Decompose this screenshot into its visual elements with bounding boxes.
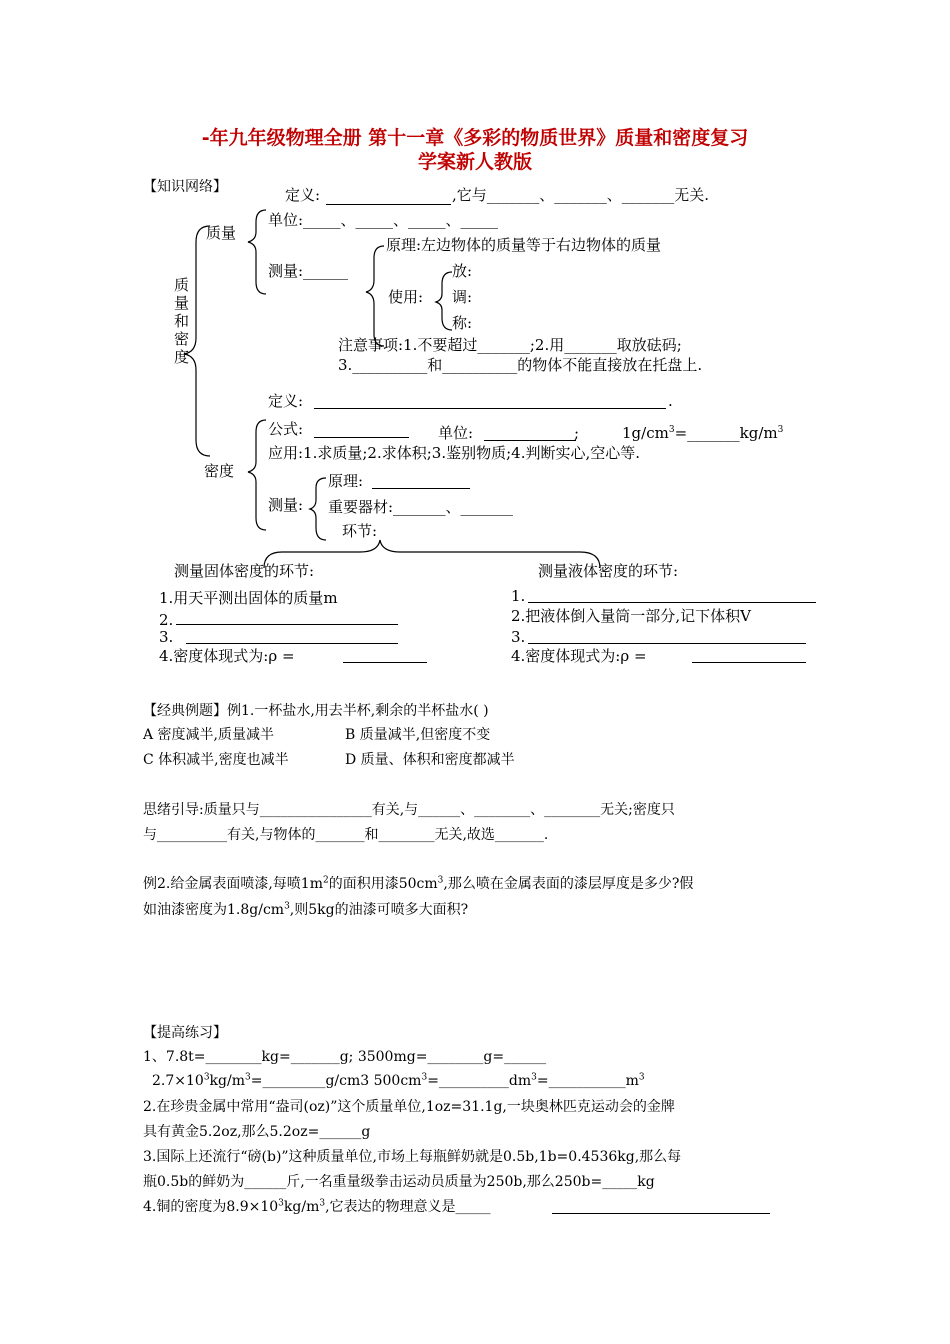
example-1-option-b: B 质量减半,但密度不变 (345, 727, 491, 743)
q4-c: ,它表达的物理意义是_____ (325, 1199, 491, 1215)
solid-density-blank (343, 662, 427, 663)
practice-q1-line1: 1、7.8t=________kg=_______g; 3500mg=________g=______ (143, 1049, 547, 1065)
density-equipment: 重要器材:_______、_______ (328, 498, 514, 516)
root-char: 量 (174, 294, 190, 312)
thinking-guide-line2: 与__________有关,与物体的_______和________无关,故选_______. (143, 827, 549, 843)
example-1-option-c: C 体积减半,密度也减半 (143, 752, 289, 768)
density-label: 密度 (204, 462, 235, 480)
root-char: 和 (174, 312, 190, 330)
ex2-b: 的面积用漆50cm (328, 876, 438, 892)
balance-step-adjust: 调: (452, 288, 473, 306)
ex2-a: 例2.给金属表面喷漆,每喷1m (143, 876, 323, 892)
q1-sup5: 3 (638, 1072, 645, 1083)
balance-step-place: 放: (452, 262, 473, 280)
conv-a: 1g/cm (622, 424, 669, 442)
q1-e: =___________m (536, 1073, 639, 1089)
density-unit-blank (484, 440, 576, 441)
ex2-sup2: 3 (437, 875, 444, 886)
liquid-step-4: 4.密度体现式为:ρ = (511, 647, 647, 665)
practice-q3-line1: 3.国际上还流行“磅(b)”这种质量单位,市场上每瓶鲜奶就是0.5b,1b=0.4536kg,那么每 (143, 1149, 682, 1165)
density-unit-sep: ; (574, 424, 580, 442)
example-1-option-a: A 密度减半,质量减半 (143, 727, 275, 743)
conv-c: 3 (777, 425, 784, 435)
document-title-line1: -年九年级物理全册 第十一章《多彩的物质世界》质量和密度复习 (201, 127, 749, 149)
document-title-line2: 学案新人教版 (417, 151, 532, 173)
q1-sup2: 3 (244, 1072, 251, 1083)
mass-definition-prefix: 定义: (285, 186, 321, 204)
thinking-guide-line1: 思绪引导:质量只与________________有关,与______、________、________无关;密度只 (143, 802, 675, 818)
liquid-step-3: 3. (511, 628, 526, 646)
density-unit-prefix: 单位: (438, 424, 474, 442)
liquid-procedure-title: 测量液体密度的环节: (538, 562, 679, 580)
example-2-line2 (143, 901, 468, 919)
liquid-step-2: 2.把液体倒入量筒一部分,记下体积V (511, 607, 751, 625)
density-definition-period: . (668, 392, 673, 410)
density-definition-blank (314, 408, 666, 409)
q4-sup2: 3 (319, 1198, 326, 1209)
practice-q3-line2: 瓶0.5b的鲜奶为______斤,一名重量级拳击运动员质量为250b,那么250b=_____kg (143, 1174, 655, 1190)
root-char: 质 (174, 276, 190, 294)
density-principle-blank (372, 488, 470, 489)
conv-b: =_______kg/m (674, 424, 778, 442)
solid-step-1: 1.用天平测出固体的质量m (159, 589, 338, 607)
balance-use-label: 使用: (388, 288, 424, 306)
example-1-option-d: D 质量、体积和密度都减半 (345, 752, 515, 768)
section-header-practice: 【提高练习】 (143, 1025, 227, 1041)
ex2-sup3: 3 (284, 901, 290, 912)
root-char: 度 (174, 348, 190, 366)
liquid-step-3-blank (528, 643, 806, 644)
density-measure-label: 测量: (268, 496, 304, 514)
density-unit-conversion (622, 424, 783, 442)
section-header-knowledge: 【知识网络】 (143, 179, 227, 195)
density-steps-label: 环节: (342, 522, 378, 540)
solid-step-3: 3. (159, 628, 174, 646)
q1-sup1: 3 (203, 1072, 210, 1083)
mass-definition-blank (326, 204, 451, 205)
q4-b: kg/m (283, 1199, 320, 1215)
practice-q2-line1: 2.在珍贵金属中常用“盎司(oz)”这个质量单位,1oz=31.1g,一块奥林匹克运动会的金牌 (143, 1099, 675, 1115)
ex2-e: ,则5kg的油漆可喷多大面积? (289, 902, 469, 918)
q1-d: =__________dm (427, 1073, 532, 1089)
density-formula-prefix: 公式: (268, 420, 304, 438)
mass-measure: 测量:______ (268, 262, 349, 280)
mass-unit: 单位:_____、_____、_____、_____ (268, 211, 499, 229)
density-formula-blank (314, 437, 409, 438)
balance-notes-line2: 3.__________和__________的物体不能直接放在托盘上. (338, 356, 703, 374)
solid-step-3-blank (186, 643, 398, 644)
q1-sup4: 3 (531, 1072, 537, 1083)
balance-principle: 原理:左边物体的质量等于右边物体的质量 (386, 236, 662, 254)
root-label-mass-and-density (174, 276, 192, 366)
density-measure-principle: 原理: (328, 472, 364, 490)
density-definition-prefix: 定义: (268, 392, 304, 410)
ex2-sup1: 2 (323, 875, 329, 886)
practice-q2-line2: 具有黄金5.2oz,那么5.2oz=______g (143, 1124, 371, 1140)
q1-sup3: 3 (421, 1072, 428, 1083)
q4-a: 4.铜的密度为8.9×10 (143, 1199, 279, 1215)
solid-procedure-title: 测量固体密度的环节: (174, 562, 315, 580)
liquid-step-1: 1. (511, 587, 526, 605)
q1-b: kg/m (209, 1073, 245, 1089)
root-char: 密 (174, 330, 190, 348)
q4-sup1: 3 (278, 1198, 284, 1209)
practice-q1-line2 (152, 1072, 645, 1090)
q1-c: =_________g/cm3 500cm (250, 1073, 422, 1089)
practice-q4-blank (552, 1213, 770, 1214)
liquid-density-blank (692, 662, 806, 663)
solid-step-4: 4.密度体现式为:ρ = (159, 647, 295, 665)
density-application: 应用:1.求质量;2.求体积;3.鉴别物质;4.判断实心,空心等. (268, 444, 640, 462)
conv-exp: 3 (668, 425, 675, 435)
q1-a: 2.7×10 (152, 1073, 204, 1089)
example-2-line1 (143, 875, 693, 893)
solid-step-2-blank (176, 624, 398, 625)
balance-notes-line1: 注意事项:1.不要超过_______;2.用_______取放砝码; (338, 336, 682, 354)
mass-definition-suffix: ,它与_______、_______、_______无关. (452, 186, 710, 204)
ex2-c: ,那么喷在金属表面的漆层厚度是多少?假 (443, 876, 694, 892)
ex2-d: 如油漆密度为1.8g/cm (143, 902, 285, 918)
liquid-step-1-blank (528, 602, 816, 603)
example-1-question: 【经典例题】例1.一杯盐水,用去半杯,剩余的半杯盐水( ) (143, 703, 489, 719)
mass-label: 质量 (206, 224, 237, 242)
solid-step-2: 2. (159, 611, 174, 629)
practice-q4 (143, 1198, 491, 1216)
balance-step-weigh: 称: (452, 314, 473, 332)
